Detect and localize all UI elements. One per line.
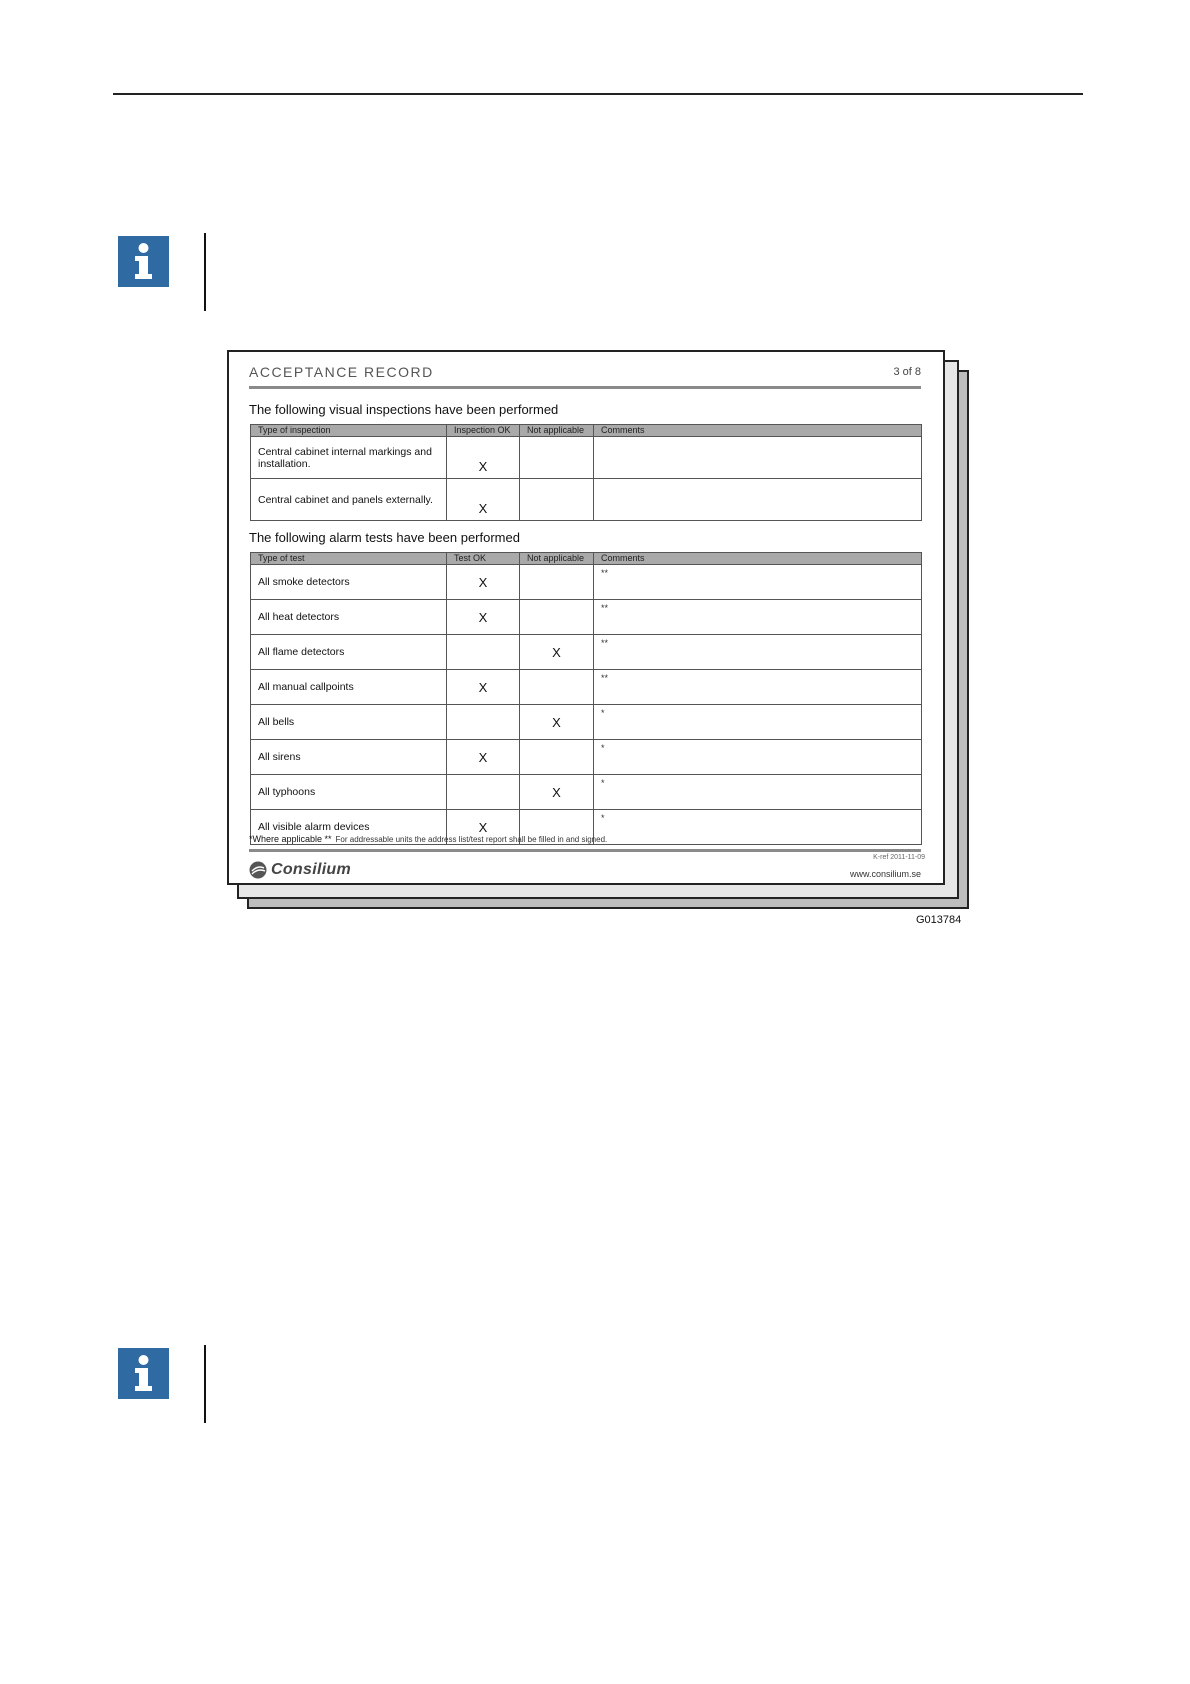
test-ok-cell: X bbox=[447, 565, 520, 600]
comment-cell: ** bbox=[594, 635, 922, 670]
visual-inspections-table bbox=[250, 424, 922, 521]
note-margin-bar bbox=[204, 1345, 206, 1423]
comment-cell: * bbox=[594, 740, 922, 775]
column-header: Not applicable bbox=[520, 553, 594, 565]
column-header: Comments bbox=[594, 553, 922, 565]
form-footer-rule bbox=[249, 849, 921, 852]
figure-id: G013784 bbox=[916, 914, 962, 926]
test-type-cell: All heat detectors bbox=[251, 600, 447, 635]
info-icon bbox=[118, 236, 169, 287]
visual-inspections-heading: The following visual inspections have been performed bbox=[249, 402, 559, 417]
table-row bbox=[251, 775, 922, 810]
form-title-rule bbox=[249, 386, 921, 389]
not-applicable-cell bbox=[520, 565, 594, 600]
header-rule bbox=[113, 93, 1083, 95]
test-type-cell: All sirens bbox=[251, 740, 447, 775]
comment-cell: * bbox=[594, 705, 922, 740]
not-applicable-cell: X bbox=[520, 705, 594, 740]
consilium-logo-icon bbox=[249, 861, 267, 879]
test-type-cell: All typhoons bbox=[251, 775, 447, 810]
not-applicable-cell bbox=[520, 437, 594, 479]
comment-cell bbox=[594, 437, 922, 479]
table-row bbox=[251, 635, 922, 670]
table-row bbox=[251, 565, 922, 600]
test-type-cell: All visible alarm devices bbox=[251, 810, 447, 845]
table-row bbox=[251, 600, 922, 635]
table-header-row bbox=[251, 425, 922, 437]
form-website: www.consilium.se bbox=[849, 869, 921, 879]
table-header-row bbox=[251, 553, 922, 565]
test-type-cell: All flame detectors bbox=[251, 635, 447, 670]
alarm-tests-heading: The following alarm tests have been performed bbox=[249, 530, 520, 545]
form-reference: K-ref 2011-11-09 bbox=[873, 854, 925, 861]
inspection-ok-cell: X bbox=[447, 437, 520, 479]
not-applicable-cell: X bbox=[520, 775, 594, 810]
logo-text: Consilium bbox=[271, 861, 352, 878]
comment-cell: ** bbox=[594, 670, 922, 705]
not-applicable-cell bbox=[520, 740, 594, 775]
comment-cell: ** bbox=[594, 600, 922, 635]
table-row bbox=[251, 705, 922, 740]
acceptance-record-form bbox=[227, 350, 945, 885]
footnote-detail: For addressable units the address list/test report shall be filled in and signed. bbox=[335, 835, 608, 844]
info-icon bbox=[118, 1348, 169, 1399]
footnote-main: *Where applicable ** bbox=[249, 834, 332, 844]
table-row bbox=[251, 479, 922, 521]
column-header: Not applicable bbox=[520, 425, 594, 437]
column-header: Type of inspection bbox=[251, 425, 447, 437]
table-row bbox=[251, 670, 922, 705]
inspection-type-cell: Central cabinet internal markings and installation. bbox=[251, 437, 447, 479]
test-ok-cell bbox=[447, 705, 520, 740]
not-applicable-cell bbox=[520, 600, 594, 635]
test-ok-cell: X bbox=[447, 810, 520, 845]
alarm-tests-table bbox=[250, 552, 922, 845]
inspection-ok-cell: X bbox=[447, 479, 520, 521]
comment-cell bbox=[594, 479, 922, 521]
test-ok-cell: X bbox=[447, 600, 520, 635]
test-type-cell: All smoke detectors bbox=[251, 565, 447, 600]
test-ok-cell bbox=[447, 635, 520, 670]
form-footnote bbox=[249, 834, 607, 844]
table-row bbox=[251, 437, 922, 479]
test-ok-cell bbox=[447, 775, 520, 810]
not-applicable-cell bbox=[520, 670, 594, 705]
comment-cell: * bbox=[594, 810, 922, 845]
note-margin-bar bbox=[204, 233, 206, 311]
test-type-cell: All manual callpoints bbox=[251, 670, 447, 705]
column-header: Type of test bbox=[251, 553, 447, 565]
inspection-type-cell: Central cabinet and panels externally. bbox=[251, 479, 447, 521]
not-applicable-cell: X bbox=[520, 635, 594, 670]
test-ok-cell: X bbox=[447, 670, 520, 705]
comment-cell: * bbox=[594, 775, 922, 810]
test-type-cell: All bells bbox=[251, 705, 447, 740]
comment-cell: ** bbox=[594, 565, 922, 600]
form-page-number: 3 of 8 bbox=[893, 366, 921, 378]
form-title: ACCEPTANCE RECORD bbox=[249, 364, 434, 380]
column-header: Inspection OK bbox=[447, 425, 520, 437]
table-row bbox=[251, 740, 922, 775]
test-ok-cell: X bbox=[447, 740, 520, 775]
consilium-logo bbox=[249, 861, 351, 879]
column-header: Test OK bbox=[447, 553, 520, 565]
column-header: Comments bbox=[594, 425, 922, 437]
not-applicable-cell bbox=[520, 479, 594, 521]
